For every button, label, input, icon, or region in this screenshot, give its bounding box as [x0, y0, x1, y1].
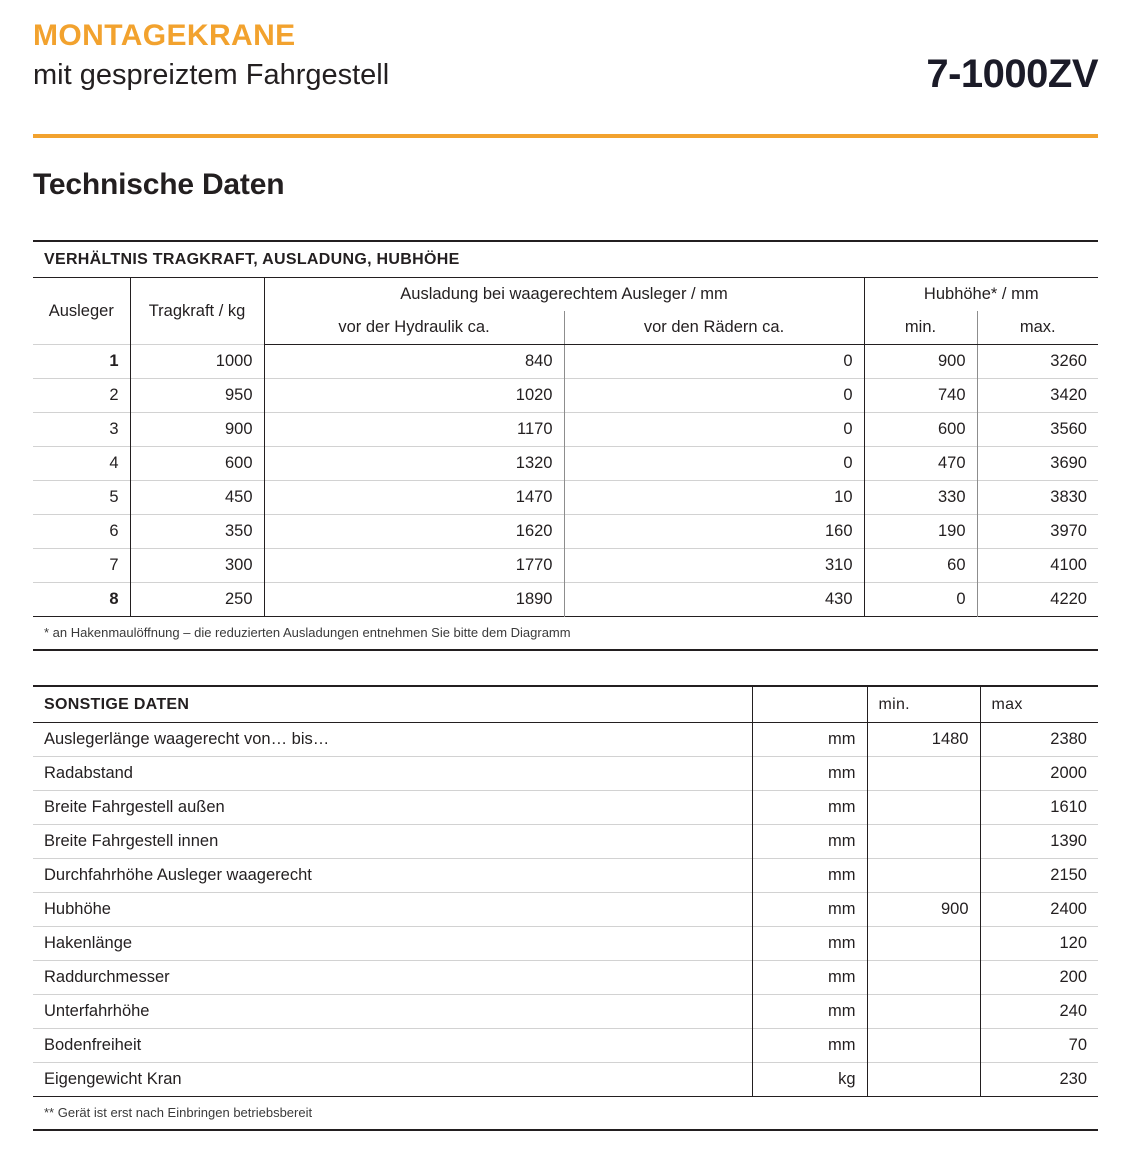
- table-row: [33, 1063, 1098, 1097]
- header-ausleger-stellung: Ausleger: [48, 301, 114, 320]
- cell-hub-min: 900: [864, 345, 977, 379]
- cell-hydraulik: 1770: [264, 549, 564, 583]
- capacity-table-footer: [33, 617, 1098, 651]
- cell-label: Radabstand: [33, 757, 752, 791]
- header-hubhoehe-min: min.: [864, 311, 977, 345]
- cell-max: 2150: [980, 859, 1098, 893]
- cell-label: Breite Fahrgestell innen: [33, 825, 752, 859]
- cell-tragkraft: 450: [130, 481, 264, 515]
- cell-tragkraft: 600: [130, 447, 264, 481]
- cell-max: 240: [980, 995, 1098, 1029]
- cell-hydraulik: 1020: [264, 379, 564, 413]
- cell-label: Durchfahrhöhe Ausleger waagerecht: [33, 859, 752, 893]
- cell-hub-max: 4100: [977, 549, 1098, 583]
- table-row: [33, 825, 1098, 859]
- cell-min: [867, 995, 980, 1029]
- cell-hub-max: 3420: [977, 379, 1098, 413]
- cell-unit: mm: [752, 757, 867, 791]
- header-max: max: [980, 686, 1098, 723]
- cell-min: 900: [867, 893, 980, 927]
- cell-max: 2400: [980, 893, 1098, 927]
- table-row: [33, 859, 1098, 893]
- capacity-table-footnote: * an Hakenmaulöffnung – die reduzierten Ausladungen entnehmen Sie bitte dem Diagramm: [33, 617, 1098, 651]
- cell-label: Hakenlänge: [33, 927, 752, 961]
- cell-hydraulik: 1470: [264, 481, 564, 515]
- cell-hub-min: 190: [864, 515, 977, 549]
- cell-min: [867, 825, 980, 859]
- cell-stellung: 4: [33, 447, 130, 481]
- table-row: [33, 345, 1098, 379]
- page-title: Technische Daten: [33, 168, 285, 201]
- header-ausladung-group: Ausladung bei waagerechtem Ausleger / mm: [264, 278, 864, 312]
- capacity-table-wrapper: [33, 240, 1098, 651]
- cell-min: [867, 859, 980, 893]
- capacity-table-caption: VERHÄLTNIS TRAGKRAFT, AUSLADUNG, HUBHÖHE: [33, 241, 1098, 278]
- cell-max: 1610: [980, 791, 1098, 825]
- cell-label: Raddurchmesser: [33, 961, 752, 995]
- other-data-caption: SONSTIGE DATEN: [33, 686, 752, 723]
- cell-unit: mm: [752, 995, 867, 1029]
- header-vor-raedern: vor den Rädern ca.: [564, 311, 864, 345]
- table-row: [33, 583, 1098, 617]
- cell-hydraulik: 1890: [264, 583, 564, 617]
- cell-unit: mm: [752, 791, 867, 825]
- table-row: [33, 447, 1098, 481]
- cell-unit: mm: [752, 927, 867, 961]
- cell-label: Eigengewicht Kran: [33, 1063, 752, 1097]
- cell-min: [867, 1063, 980, 1097]
- other-data-table-footer: [33, 1097, 1098, 1131]
- cell-max: 1390: [980, 825, 1098, 859]
- cell-raeder: 0: [564, 379, 864, 413]
- capacity-table-caption-row: [33, 241, 1098, 278]
- cell-stellung: 5: [33, 481, 130, 515]
- table-row: [33, 927, 1098, 961]
- cell-raeder: 310: [564, 549, 864, 583]
- cell-max: 2000: [980, 757, 1098, 791]
- header-hubhoehe-group: Hubhöhe* / mm: [864, 278, 1098, 312]
- table-row: [33, 481, 1098, 515]
- cell-stellung: 6: [33, 515, 130, 549]
- table-row: [33, 1029, 1098, 1063]
- cell-min: [867, 1029, 980, 1063]
- cell-hub-min: 470: [864, 447, 977, 481]
- cell-label: Unterfahrhöhe: [33, 995, 752, 1029]
- cell-unit: mm: [752, 1029, 867, 1063]
- cell-tragkraft: 1000: [130, 345, 264, 379]
- table-row: [33, 379, 1098, 413]
- table-row: [33, 961, 1098, 995]
- cell-label: Hubhöhe: [33, 893, 752, 927]
- cell-unit: mm: [752, 893, 867, 927]
- cell-hydraulik: 1620: [264, 515, 564, 549]
- table-row: [33, 549, 1098, 583]
- table-row: [33, 515, 1098, 549]
- cell-max: 230: [980, 1063, 1098, 1097]
- other-data-header-row: [33, 686, 1098, 723]
- cell-max: 2380: [980, 723, 1098, 757]
- cell-tragkraft: 900: [130, 413, 264, 447]
- cell-min: 1480: [867, 723, 980, 757]
- cell-tragkraft: 250: [130, 583, 264, 617]
- cell-min: [867, 961, 980, 995]
- table-row: [33, 995, 1098, 1029]
- table-row: [33, 757, 1098, 791]
- table-row: [33, 893, 1098, 927]
- model-number: 7-1000ZV: [926, 52, 1098, 96]
- other-data-footnote: ** Gerät ist erst nach Einbringen betriebsbereit: [33, 1097, 1098, 1131]
- cell-max: 120: [980, 927, 1098, 961]
- cell-min: [867, 757, 980, 791]
- cell-hub-max: 4220: [977, 583, 1098, 617]
- product-subtitle: mit gespreiztem Fahrgestell: [33, 59, 390, 92]
- cell-stellung: 7: [33, 549, 130, 583]
- cell-hub-min: 0: [864, 583, 977, 617]
- header-vor-hydraulik: vor der Hydraulik ca.: [264, 311, 564, 345]
- cell-hub-max: 3260: [977, 345, 1098, 379]
- other-data-table-body: [33, 723, 1098, 1097]
- cell-stellung: 2: [33, 379, 130, 413]
- cell-unit: mm: [752, 825, 867, 859]
- cell-raeder: 160: [564, 515, 864, 549]
- table-row: [33, 723, 1098, 757]
- cell-raeder: 0: [564, 413, 864, 447]
- cell-unit: mm: [752, 859, 867, 893]
- cell-label: Breite Fahrgestell außen: [33, 791, 752, 825]
- cell-hub-max: 3560: [977, 413, 1098, 447]
- capacity-table: [33, 240, 1098, 651]
- cell-label: Auslegerlänge waagerecht von… bis…: [33, 723, 752, 757]
- cell-tragkraft: 350: [130, 515, 264, 549]
- cell-hub-min: 740: [864, 379, 977, 413]
- table-row: [33, 413, 1098, 447]
- cell-tragkraft: 300: [130, 549, 264, 583]
- cell-unit: kg: [752, 1063, 867, 1097]
- cell-tragkraft: 950: [130, 379, 264, 413]
- cell-max: 70: [980, 1029, 1098, 1063]
- cell-hub-min: 60: [864, 549, 977, 583]
- header-accent-rule: [33, 134, 1098, 138]
- cell-hydraulik: 1170: [264, 413, 564, 447]
- cell-min: [867, 927, 980, 961]
- cell-stellung: 1: [33, 345, 130, 379]
- product-category-title: MONTAGEKRANE: [33, 19, 296, 52]
- other-data-table-wrapper: [33, 685, 1098, 1131]
- cell-raeder: 0: [564, 345, 864, 379]
- cell-hub-max: 3830: [977, 481, 1098, 515]
- cell-hub-max: 3690: [977, 447, 1098, 481]
- cell-raeder: 430: [564, 583, 864, 617]
- header-unit: [752, 686, 867, 723]
- capacity-table-body: [33, 345, 1098, 617]
- cell-hub-min: 600: [864, 413, 977, 447]
- header-hubhoehe-max: max.: [977, 311, 1098, 345]
- cell-raeder: 10: [564, 481, 864, 515]
- table-row: [33, 791, 1098, 825]
- cell-raeder: 0: [564, 447, 864, 481]
- header-min: min.: [867, 686, 980, 723]
- cell-hub-min: 330: [864, 481, 977, 515]
- cell-hub-max: 3970: [977, 515, 1098, 549]
- header-tragkraft: Tragkraft / kg: [130, 278, 264, 345]
- capacity-header-row-1: [33, 278, 1098, 312]
- cell-unit: mm: [752, 723, 867, 757]
- page-header: [33, 0, 1098, 120]
- cell-hydraulik: 840: [264, 345, 564, 379]
- other-data-table: [33, 685, 1098, 1131]
- cell-stellung: 3: [33, 413, 130, 447]
- cell-max: 200: [980, 961, 1098, 995]
- cell-stellung: 8: [33, 583, 130, 617]
- cell-label: Bodenfreiheit: [33, 1029, 752, 1063]
- cell-hydraulik: 1320: [264, 447, 564, 481]
- cell-unit: mm: [752, 961, 867, 995]
- cell-min: [867, 791, 980, 825]
